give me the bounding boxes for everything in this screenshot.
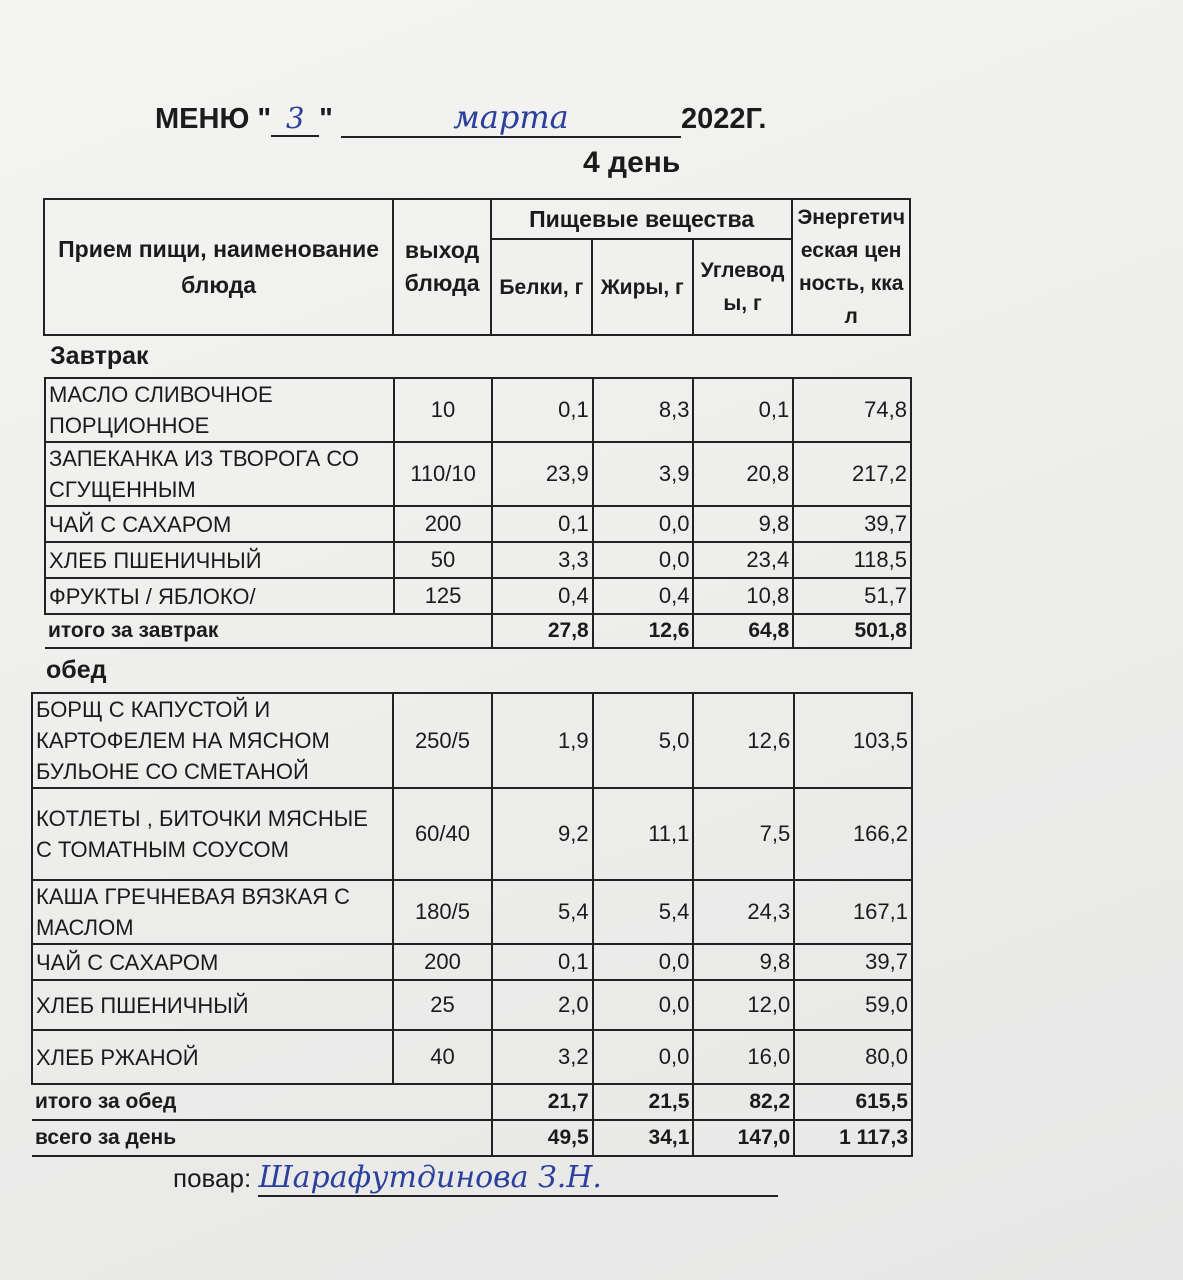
total-label: всего за день [32,1120,492,1156]
col-energy-header: Энергетическая ценность, ккал [792,199,910,335]
lunch-heading: обед [46,656,107,684]
table-row: БОРЩ С КАПУСТОЙ И КАРТОФЕЛЕМ НА МЯСНОМ БУЛЬОНЕ СО СМЕТАНОЙ 250/5 1,9 5,0 12,6 103,5 [32,693,912,788]
cook-line [173,1160,778,1197]
dish-name: ХЛЕБ ПШЕНИЧНЫЙ [45,542,394,578]
dish-name: ХЛЕБ ПШЕНИЧНЫЙ [32,980,393,1030]
day-total-row: всего за день 49,5 34,1 147,0 1 117,3 [32,1120,912,1156]
dish-name: ЧАЙ С САХАРОМ [32,944,393,980]
table-row: ХЛЕБ РЖАНОЙ 40 3,2 0,0 16,0 80,0 [32,1030,912,1084]
table-row: ФРУКТЫ / ЯБЛОКО/ 125 0,4 0,4 10,8 51,7 [45,578,911,614]
breakfast-total-row: итого за завтрак 27,8 12,6 64,8 501,8 [45,614,911,648]
col-protein-header: Белки, г [491,239,592,335]
table-row: КАША ГРЕЧНЕВАЯ ВЯЗКАЯ С МАСЛОМ 180/5 5,4 5,4 24,3 167,1 [32,880,912,944]
menu-header-table [43,198,911,336]
dish-name: КОТЛЕТЫ , БИТОЧКИ МЯСНЫЕ С ТОМАТНЫМ СОУСОМ [32,788,393,880]
breakfast-table [44,377,912,649]
col-yield-header: выход блюда [393,199,491,335]
lunch-total-row: итого за обед 21,7 21,5 82,2 615,5 [32,1084,912,1120]
dish-name: МАСЛО СЛИВОЧНОЕ ПОРЦИОННОЕ [45,378,394,442]
handwritten-day-number: 3 [271,101,319,137]
total-label: итого за завтрак [45,614,492,648]
breakfast-heading: Завтрак [50,342,149,370]
table-row: ЧАЙ С САХАРОМ 200 0,1 0,0 9,8 39,7 [45,506,911,542]
col-dish-header: Прием пищи, наименование блюда [44,199,393,335]
table-row: ЗАПЕКАНКА ИЗ ТВОРОГА СО СГУЩЕННЫМ 110/10 23,9 3,9 20,8 217,2 [45,442,911,506]
table-row: ХЛЕБ ПШЕНИЧНЫЙ 50 3,3 0,0 23,4 118,5 [45,542,911,578]
table-row: КОТЛЕТЫ , БИТОЧКИ МЯСНЫЕ С ТОМАТНЫМ СОУСОМ 60/40 9,2 11,1 7,5 166,2 [32,788,912,880]
dish-name: ХЛЕБ РЖАНОЙ [32,1030,393,1084]
menu-label: МЕНЮ [155,103,250,135]
dish-name: БОРЩ С КАПУСТОЙ И КАРТОФЕЛЕМ НА МЯСНОМ БУЛЬОНЕ СО СМЕТАНОЙ [32,693,393,788]
cook-label: повар: [173,1163,252,1193]
dish-name: ЧАЙ С САХАРОМ [45,506,394,542]
total-label: итого за обед [32,1084,492,1120]
year-suffix: Г. [745,103,767,135]
col-nutrients-header: Пищевые вещества [491,199,792,239]
dish-name: ФРУКТЫ / ЯБЛОКО/ [45,578,394,614]
handwritten-month: марта [341,98,681,138]
year: 2022 [680,103,746,135]
day-label: 4 день [583,146,681,179]
table-row: ЧАЙ С САХАРОМ 200 0,1 0,0 9,8 39,7 [32,944,912,980]
lunch-table [31,692,913,1157]
menu-title: МЕНЮ " 3 " марта 2022Г. [155,98,767,136]
col-fat-header: Жиры, г [592,239,693,335]
col-carbs-header: Углеводы, г [693,239,793,335]
handwritten-cook-signature: Шарафутдинова З.Н. [258,1160,778,1197]
table-row: ХЛЕБ ПШЕНИЧНЫЙ 25 2,0 0,0 12,0 59,0 [32,980,912,1030]
table-row: МАСЛО СЛИВОЧНОЕ ПОРЦИОННОЕ 10 0,1 8,3 0,1 74,8 [45,378,911,442]
dish-name: ЗАПЕКАНКА ИЗ ТВОРОГА СО СГУЩЕННЫМ [45,442,394,506]
dish-name: КАША ГРЕЧНЕВАЯ ВЯЗКАЯ С МАСЛОМ [32,880,393,944]
